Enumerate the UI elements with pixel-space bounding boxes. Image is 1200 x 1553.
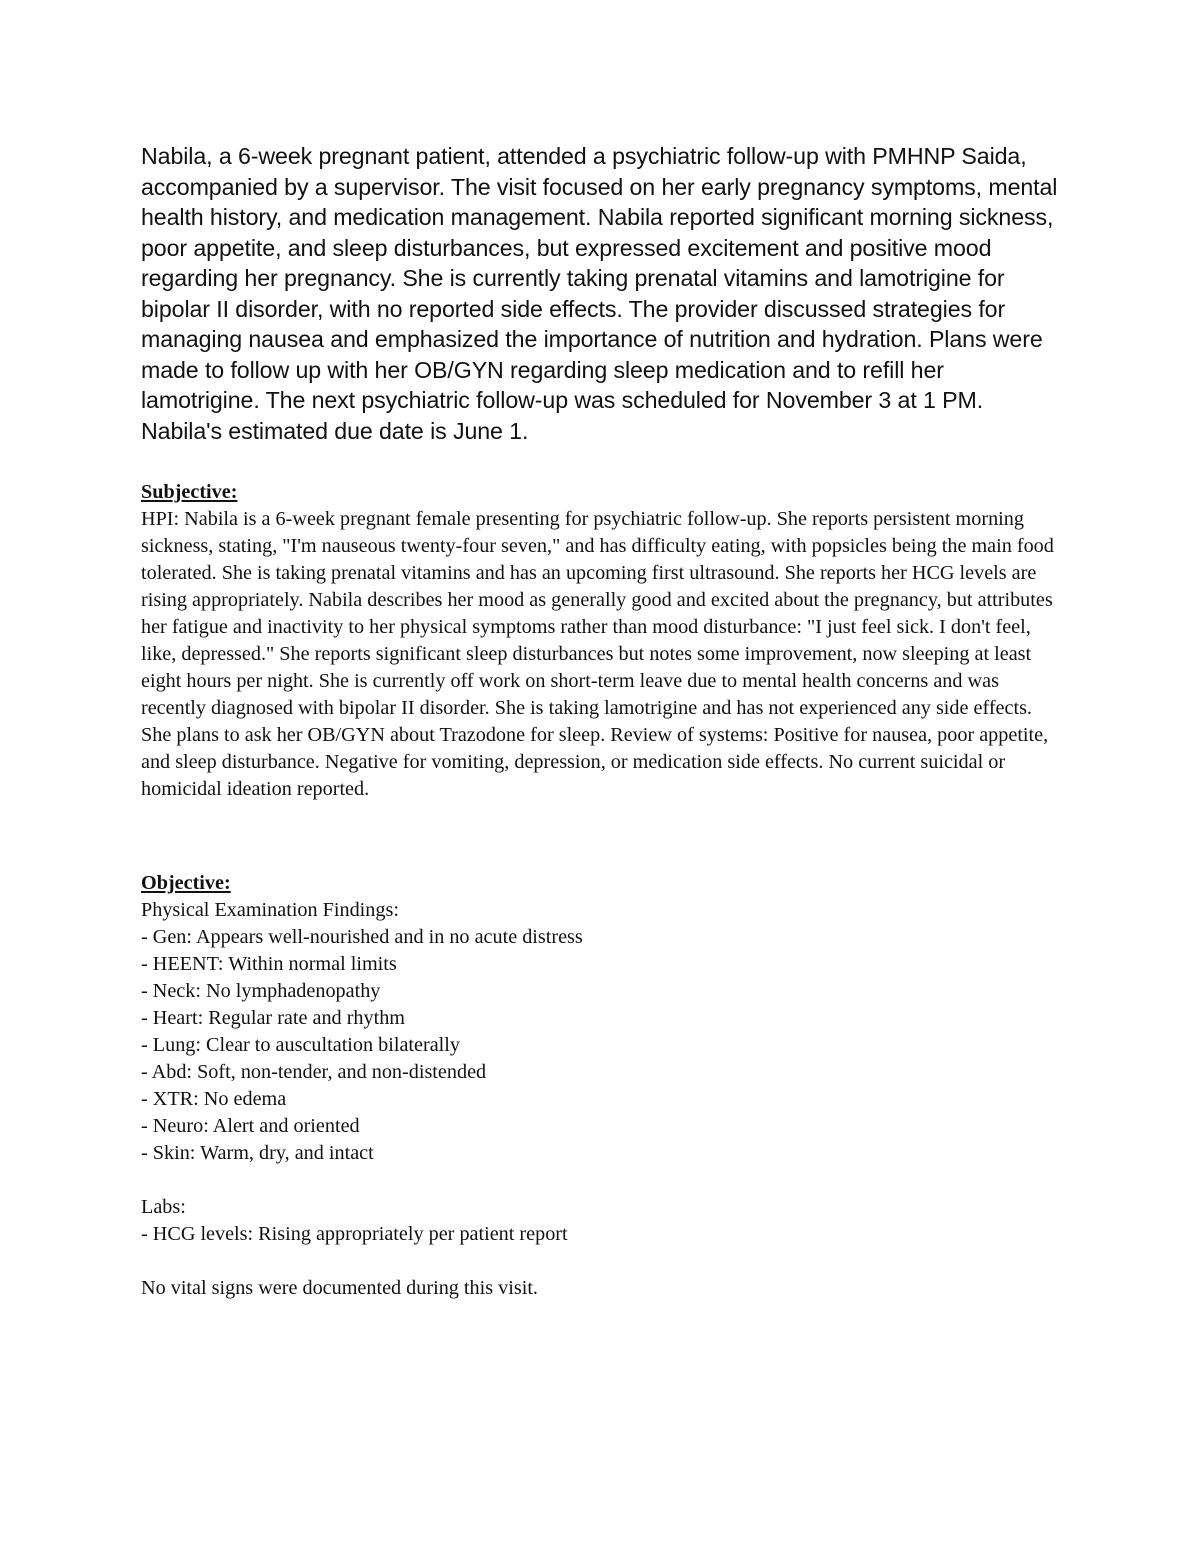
exam-findings-list <box>141 924 1066 1167</box>
labs-list <box>141 1221 1066 1248</box>
finding-item: - Neck: No lymphadenopathy <box>141 980 381 1002</box>
objective-section <box>141 870 1066 1302</box>
finding-item: - Lung: Clear to auscultation bilaterally <box>141 1034 460 1056</box>
subjective-section <box>141 479 1066 803</box>
vitals-note: No vital signs were documented during this visit. <box>141 1277 538 1299</box>
finding-item: - Neuro: Alert and oriented <box>141 1115 360 1137</box>
hpi-paragraph: HPI: Nabila is a 6-week pregnant female presenting for psychiatric follow-up. She reports persistent morning sickness, stating, "I'm nauseous twenty-four seven," and has difficulty eating, with popsicles being the main food tolerated. She is taking prenatal vitamins and has an upcoming first ultrasound. She reports her HCG levels are rising appropriately. Nabila describes her mood as generally good and excited about the pregnancy, but attributes her fatigue and inactivity to her physical symptoms rather than mood disturbance: "I just feel sick. I don't feel, like, depressed." She reports significant sleep disturbances but notes some improvement, now sleeping at least eight hours per night. She is currently off work on short-term leave due to mental health concerns and was recently diagnosed with bipolar II disorder. She is taking lamotrigine and has not experienced any side effects. She plans to ask her OB/GYN about Trazodone for sleep. Review of systems: Positive for nausea, poor appetite, and sleep disturbance. Negative for vomiting, depression, or medication side effects. No current suicidal or homicidal ideation reported. <box>141 508 1054 800</box>
finding-item: - Gen: Appears well-nourished and in no acute distress <box>141 926 583 948</box>
finding-item: - Skin: Warm, dry, and intact <box>141 1142 374 1164</box>
objective-heading: Objective: <box>141 872 231 894</box>
subjective-heading: Subjective: <box>141 481 238 503</box>
labs-title: Labs: <box>141 1196 186 1218</box>
visit-summary-paragraph: Nabila, a 6-week pregnant patient, attended a psychiatric follow-up with PMHNP Saida, accompanied by a supervisor. The visit focused on her early pregnancy symptoms, mental health history, and medication management. Nabila reported significant morning sickness, poor appetite, and sleep disturbances, but expressed excitement and positive mood regarding her pregnancy. She is currently taking prenatal vitamins and lamotrigine for bipolar II disorder, with no reported side effects. The provider discussed strategies for managing nausea and emphasized the importance of nutrition and hydration. Plans were made to follow up with her OB/GYN regarding sleep medication and to refill her lamotrigine. The next psychiatric follow-up was scheduled for November 3 at 1 PM. Nabila's estimated due date is June 1. <box>141 143 1058 444</box>
finding-item: - Heart: Regular rate and rhythm <box>141 1007 406 1029</box>
document-page <box>141 141 1066 1302</box>
finding-item: - HEENT: Within normal limits <box>141 953 397 975</box>
exam-findings-title: Physical Examination Findings: <box>141 899 399 921</box>
labs-block <box>141 1194 1066 1248</box>
finding-item: - XTR: No edema <box>141 1088 287 1110</box>
lab-item: - HCG levels: Rising appropriately per patient report <box>141 1223 568 1245</box>
finding-item: - Abd: Soft, non-tender, and non-distended <box>141 1061 487 1083</box>
